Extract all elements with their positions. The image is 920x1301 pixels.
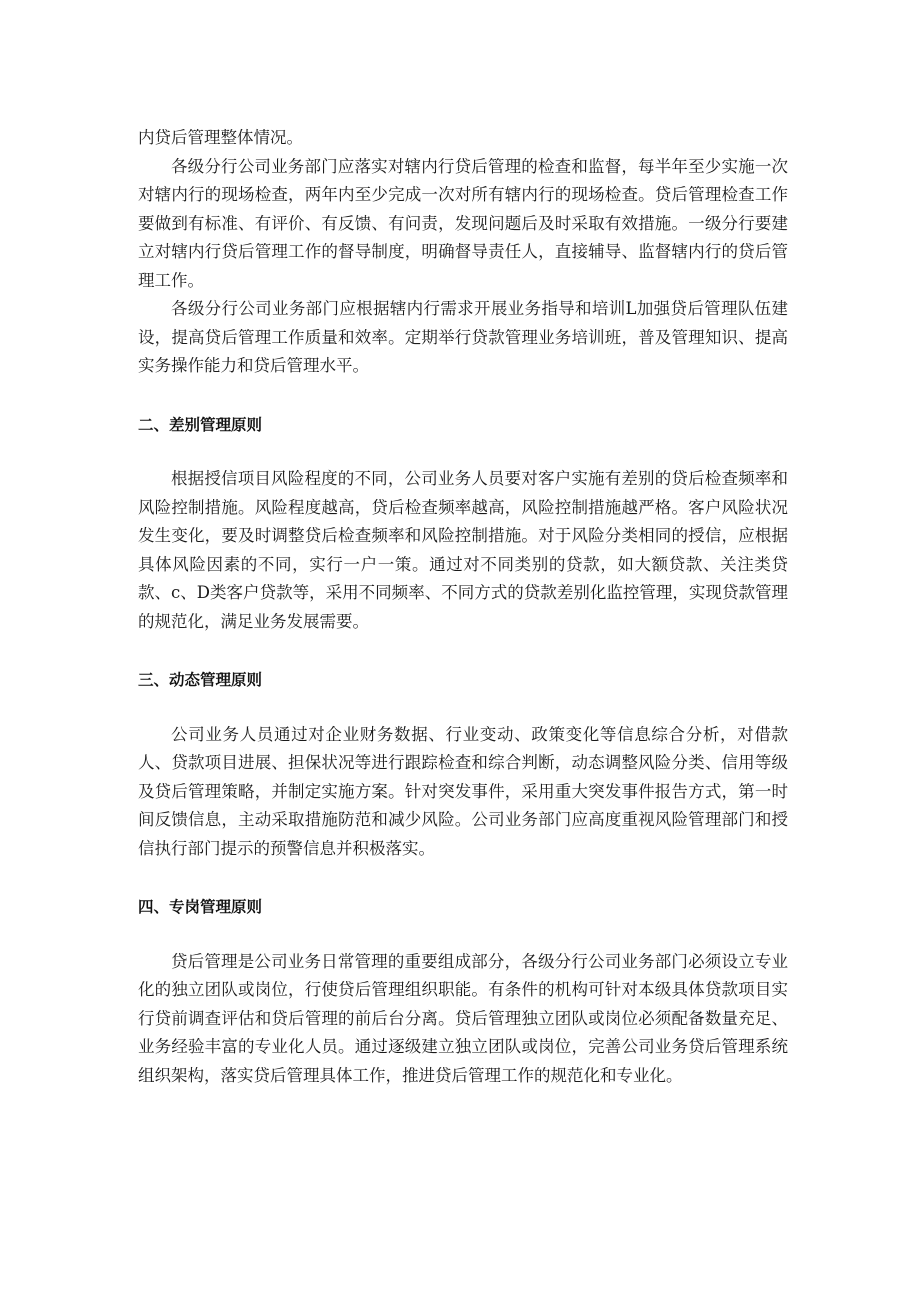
section1-paragraph-2: 各级分行公司业务部门应根据辖内行需求开展业务指导和培训L加强贷后管理队伍建设，提高贷后管理工作质量和效率。定期举行贷款管理业务培训班，普及管理知识、提高实务操作能力和贷后管理水平。 (138, 299, 788, 375)
section3-heading: 三、动态管理原则 (138, 671, 263, 689)
section4-paragraph: 贷后管理是公司业务日常管理的重要组成部分，各级分行公司业务部门必须设立专业化的独立团队或岗位，行使贷后管理组织职能。有条件的机构可针对本级具体贷款项目实行贷前调查评估和贷后管理的前后台分离。贷后管理独立团队或岗位必须配备数量充足、业务经验丰富的专业化人员。通过逐级建立独立团队或岗位，完善公司业务贷后管理系统组织架构，落实贷后管理具体工作，推进贷后管理工作的规范化和专业化。 (138, 951, 788, 1085)
continuation-text: 内贷后管理整体情况。 (138, 128, 303, 147)
section2-paragraph: 根据授信项目风险程度的不同，公司业务人员要对客户实施有差别的贷后检查频率和风险控制措施。风险程度越高，贷后检查频率越高，风险控制措施越严格。客户风险状况发生变化，要及时调整贷后检查频率和风险控制措施。对于风险分类相同的授信，应根据具体风险因素的不同，实行一户一策。通过对不同类别的贷款，如大额贷款、关注类贷款、c、D类客户贷款等，采用不同频率、不同方式的贷款差别化监控管理，实现贷款管理的规范化，满足业务发展需要。 (138, 469, 788, 631)
section1-paragraph-1: 各级分行公司业务部门应落实对辖内行贷后管理的检查和监督，每半年至少实施一次对辖内行的现场检查，两年内至少完成一次对所有辖内行的现场检查。贷后管理检查工作要做到有标准、有评价、有反馈、有问责，发现问题后及时采取有效措施。一级分行要建立对辖内行贷后管理工作的督导制度，明确督导责任人，直接辅导、监督辖内行的贷后管理工作。 (138, 156, 788, 290)
section2-heading: 二、差别管理原则 (138, 415, 263, 434)
section4-heading: 四、专岗管理原则 (138, 898, 263, 916)
section3-paragraph: 公司业务人员通过对企业财务数据、行业变动、政策变化等信息综合分析，对借款人、贷款项目进展、担保状况等进行跟踪检查和综合判断，动态调整风险分类、信用等级及贷后管理策略，并制定实施方案。针对突发事件，采用重大突发事件报告方式，第一时间反馈信息，主动采取措施防范和减少风险。公司业务部门应高度重视风险管理部门和授信执行部门提示的预警信息并积极落实。 (138, 724, 788, 858)
document-body (138, 124, 788, 1090)
